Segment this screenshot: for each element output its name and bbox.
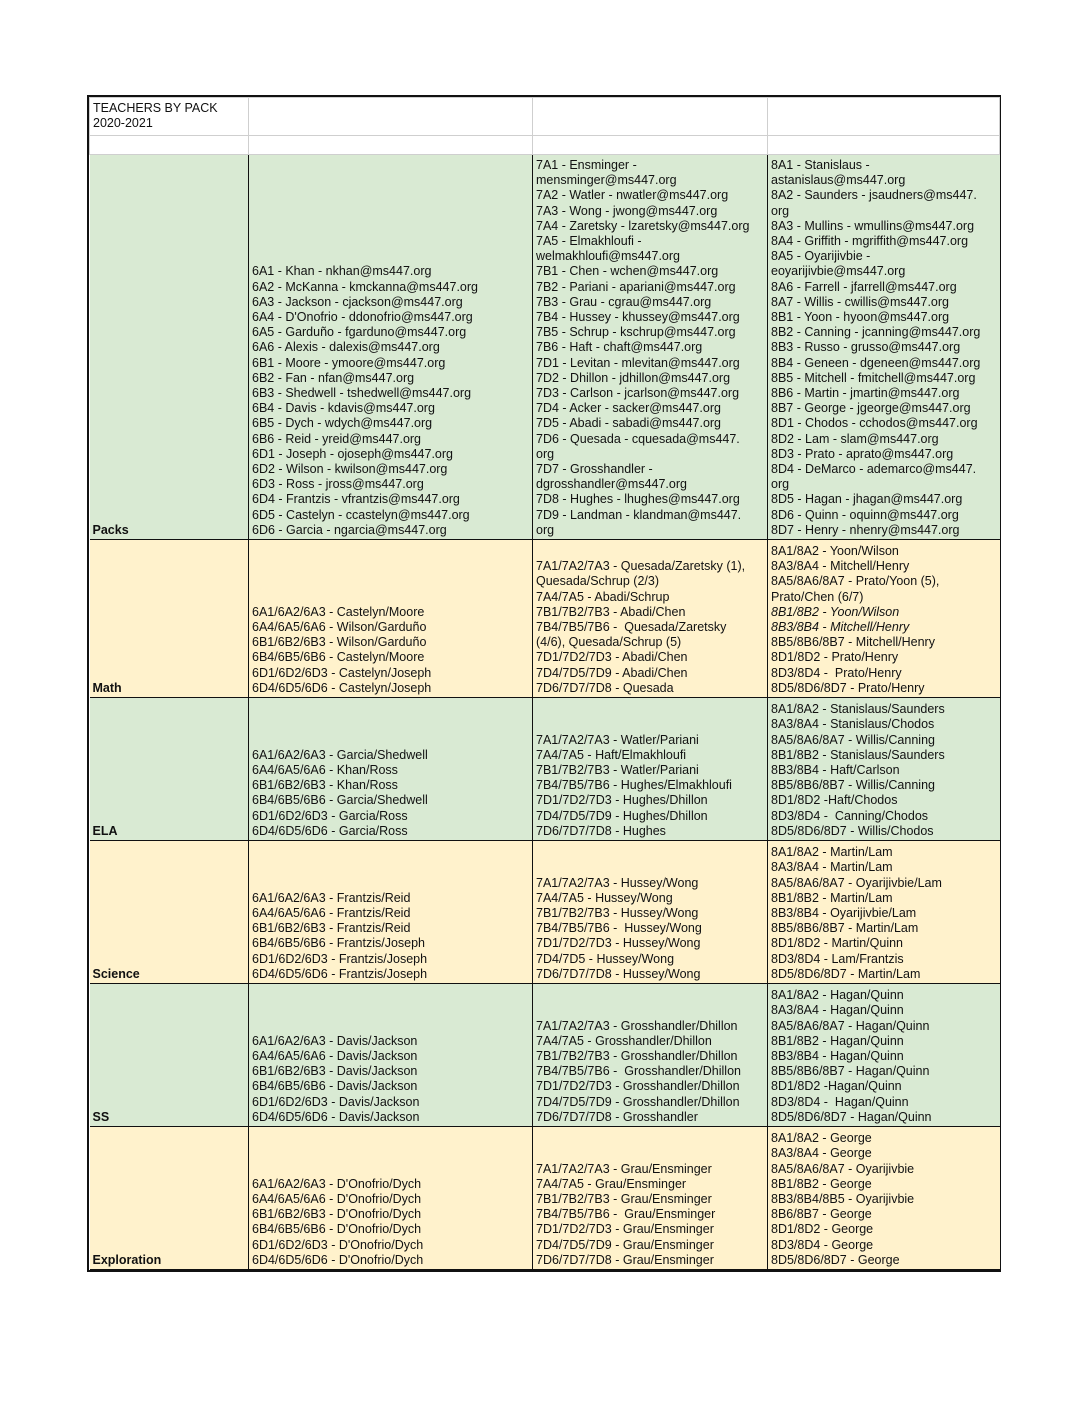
cell-line: mensminger@ms447.org	[536, 173, 677, 188]
cell-line: 7D7 - Grosshandler -	[536, 461, 653, 476]
cell-line: 7B4/7B5/7B6 - Hughes/Elmakhloufi	[536, 778, 732, 793]
section-row-math	[90, 540, 1000, 698]
cell-line: 6B1/6B2/6B3 - Davis/Jackson	[252, 1064, 418, 1079]
cell-line: 6B2 - Fan - nfan@ms447.org	[252, 370, 415, 385]
section-row-ela	[90, 698, 1000, 841]
cell-line: 7B1/7B2/7B3 - Abadi/Chen	[536, 604, 686, 619]
cell-line: 7A3 - Wong - jwong@ms447.org	[536, 203, 718, 218]
cell-line: 6D4 - Frantzis - vfrantzis@ms447.org	[252, 492, 460, 507]
cell-line: astanislaus@ms447.org	[771, 173, 906, 188]
cell-line: 8B3/8B4 - Haft/Carlson	[771, 762, 900, 777]
cell-line: 7A1/7A2/7A3 - Watler/Pariani	[536, 732, 699, 747]
cell-line: 7D1/7D2/7D3 - Abadi/Chen	[536, 650, 688, 665]
cell-line: 8A5/8A6/8A7 - Hagan/Quinn	[771, 1018, 930, 1033]
cell-line: 8A5/8A6/8A7 - Willis/Canning	[771, 732, 935, 747]
cell-line: 8B3 - Russo - grusso@ms447.org	[771, 340, 961, 355]
grade-8-cell[interactable]	[768, 540, 1000, 698]
cell-line: 8B3/8B4/8B5 - Oyarijivbie	[771, 1191, 915, 1206]
cell-line: 6A4/6A5/6A6 - Wilson/Garduño	[252, 619, 427, 634]
sheet-title: TEACHERS BY PACK	[93, 101, 218, 115]
cell-line: 7B1/7B2/7B3 - Grosshandler/Dhillon	[536, 1048, 738, 1063]
section-label[interactable]: SS	[90, 984, 249, 1127]
cell-line: 7D6/7D7/7D8 - Quesada	[536, 680, 674, 695]
cell-line: 6A3 - Jackson - cjackson@ms447.org	[252, 294, 463, 309]
cell-line: 8D1 - Chodos - cchodos@ms447.org	[771, 416, 978, 431]
cell-line: 7D4/7D5/7D9 - Grau/Ensminger	[536, 1237, 714, 1252]
cell-line: org	[536, 522, 555, 537]
cell-line: 7A4/7A5 - Grosshandler/Dhillon	[536, 1033, 712, 1048]
cell-line: 7B1/7B2/7B3 - Grau/Ensminger	[536, 1191, 712, 1206]
cell-line: 8A1/8A2 - Yoon/Wilson	[771, 543, 899, 558]
cell-line: 6A4/6A5/6A6 - D'Onofrio/Dych	[252, 1191, 422, 1206]
cell-line: 6D5 - Castelyn - ccastelyn@ms447.org	[252, 507, 470, 522]
cell-line: 6A2 - McKanna - kmckanna@ms447.org	[252, 279, 478, 294]
cell-line: 8D5/8D6/8D7 - Prato/Henry	[771, 680, 925, 695]
cell-line: org	[536, 446, 555, 461]
cell-line: 7D4 - Acker - sacker@ms447.org	[536, 401, 721, 416]
grade-8-cell[interactable]	[768, 984, 1000, 1127]
cell-line: 8D1/8D2 - Prato/Henry	[771, 650, 899, 665]
grade-6-cell[interactable]	[249, 984, 533, 1127]
cell-line: 8B1/8B2 - Stanislaus/Saunders	[771, 747, 945, 762]
cell-line: Prato/Chen (6/7)	[771, 589, 864, 604]
cell-line: 6B4/6B5/6B6 - D'Onofrio/Dych	[252, 1222, 422, 1237]
cell-line: 8D5/8D6/8D7 - Hagan/Quinn	[771, 1109, 932, 1124]
grade-8-cell[interactable]	[768, 1127, 1000, 1270]
empty-cell[interactable]	[533, 136, 768, 155]
cell-line: 6A6 - Alexis - dalexis@ms447.org	[252, 340, 440, 355]
cell-line: 7D6/7D7/7D8 - Hussey/Wong	[536, 966, 701, 981]
blank-row	[90, 136, 1000, 155]
cell-line: 8D3/8D4 - Lam/Frantzis	[771, 951, 904, 966]
cell-line: 8D5/8D6/8D7 - Willis/Chodos	[771, 823, 934, 838]
cell-line: 6A1 - Khan - nkhan@ms447.org	[252, 264, 432, 279]
cell-line: 8B1/8B2 - Yoon/Wilson	[771, 604, 900, 619]
cell-line: 6D4/6D5/6D6 - Castelyn/Joseph	[252, 680, 432, 695]
cell-line: 8D3/8D4 - Hagan/Quinn	[771, 1094, 909, 1109]
cell-line: 7A1 - Ensminger -	[536, 157, 637, 172]
section-rows	[90, 155, 1000, 1270]
cell-line: 6A1/6A2/6A3 - Frantzis/Reid	[252, 890, 411, 905]
cell-line: 8A3 - Mullins - wmullins@ms447.org	[771, 218, 975, 233]
cell-line: 6D4/6D5/6D6 - Davis/Jackson	[252, 1109, 420, 1124]
cell-line: 6B5 - Dych - wdych@ms447.org	[252, 416, 433, 431]
cell-line: 8A5/8A6/8A7 - Oyarijivbie/Lam	[771, 875, 942, 890]
cell-line: 7D4/7D5 - Hussey/Wong	[536, 951, 675, 966]
cell-line: 7B4/7B5/7B6 - Quesada/Zaretsky	[536, 619, 727, 634]
cell-line: 7D8 - Hughes - lhughes@ms447.org	[536, 492, 740, 507]
cell-line: 8D1/8D2 - Martin/Quinn	[771, 936, 904, 951]
cell-line: 6D4/6D5/6D6 - D'Onofrio/Dych	[252, 1252, 424, 1267]
cell-line: 8B3/8B4 - Oyarijivbie/Lam	[771, 905, 917, 920]
pack-table	[89, 97, 1000, 1270]
grade-8-cell[interactable]	[768, 841, 1000, 984]
grade-6-cell[interactable]	[249, 155, 533, 540]
cell-line: 8A3/8A4 - Stanislaus/Chodos	[771, 717, 935, 732]
cell-line: 8A5/8A6/8A7 - Prato/Yoon (5),	[771, 574, 940, 589]
cell-line: 7A1/7A2/7A3 - Quesada/Zaretsky (1),	[536, 559, 746, 574]
school-year: 2020-2021	[93, 116, 153, 131]
cell-line: dgrosshandler@ms447.org	[536, 477, 687, 492]
cell-line: 8A6 - Farrell - jfarrell@ms447.org	[771, 279, 957, 294]
cell-line: 8B3/8B4 - Hagan/Quinn	[771, 1048, 904, 1063]
cell-line: 8A3/8A4 - George	[771, 1146, 872, 1161]
cell-line: 6D1/6D2/6D3 - Davis/Jackson	[252, 1094, 420, 1109]
cell-line: 6D1/6D2/6D3 - Castelyn/Joseph	[252, 665, 432, 680]
section-label[interactable]: Science	[90, 841, 249, 984]
cell-line: 6A4/6A5/6A6 - Frantzis/Reid	[252, 905, 411, 920]
cell-line: 7D1/7D2/7D3 - Hughes/Dhillon	[536, 793, 708, 808]
grade-7-cell[interactable]	[533, 698, 768, 841]
cell-line: eoyarijivbie@ms447.org	[771, 264, 906, 279]
cell-line: 7B4 - Hussey - khussey@ms447.org	[536, 309, 740, 324]
cell-line: 8D5/8D6/8D7 - George	[771, 1252, 900, 1267]
cell-line: 8B1/8B2 - Hagan/Quinn	[771, 1033, 904, 1048]
cell-line: 8A3/8A4 - Mitchell/Henry	[771, 559, 910, 574]
cell-line: 7D6 - Quesada - cquesada@ms447.	[536, 431, 740, 446]
cell-line: 7D9 - Landman - klandman@ms447.	[536, 507, 742, 522]
cell-line: 8B2 - Canning - jcanning@ms447.org	[771, 325, 981, 340]
cell-line: 8D5/8D6/8D7 - Martin/Lam	[771, 966, 921, 981]
cell-line: 7B4/7B5/7B6 - Grosshandler/Dhillon	[536, 1064, 741, 1079]
grade-6-cell[interactable]	[249, 698, 533, 841]
cell-line: 6D2 - Wilson - kwilson@ms447.org	[252, 461, 448, 476]
cell-line: 7B6 - Haft - chaft@ms447.org	[536, 340, 703, 355]
cell-line: 6A5 - Garduño - fgarduno@ms447.org	[252, 325, 467, 340]
cell-line: 6D1/6D2/6D3 - Garcia/Ross	[252, 808, 408, 823]
cell-line: 7A4/7A5 - Hussey/Wong	[536, 890, 673, 905]
grade-7-cell[interactable]	[533, 1127, 768, 1270]
cell-line: 8D7 - Henry - nhenry@ms447.org	[771, 522, 960, 537]
section-label[interactable]: Exploration	[90, 1127, 249, 1270]
section-row-ss	[90, 984, 1000, 1127]
section-row-exploration	[90, 1127, 1000, 1270]
cell-line: 7D4/7D5/7D9 - Hughes/Dhillon	[536, 808, 708, 823]
cell-line: 6D3 - Ross - jross@ms447.org	[252, 477, 424, 492]
cell-line: 8B1 - Yoon - hyoon@ms447.org	[771, 309, 950, 324]
cell-line: 7A1/7A2/7A3 - Grosshandler/Dhillon	[536, 1018, 738, 1033]
cell-line: welmakhloufi@ms447.org	[536, 249, 681, 264]
cell-line: 8D4 - DeMarco - ademarco@ms447.	[771, 461, 977, 476]
cell-line: 7B5 - Schrup - kschrup@ms447.org	[536, 325, 736, 340]
cell-line: 6D6 - Garcia - ngarcia@ms447.org	[252, 522, 447, 537]
grade-7-cell[interactable]	[533, 841, 768, 984]
cell-line: 6A1/6A2/6A3 - Castelyn/Moore	[252, 604, 425, 619]
cell-line: 6B1/6B2/6B3 - Wilson/Garduño	[252, 635, 427, 650]
cell-line: 6B4/6B5/6B6 - Castelyn/Moore	[252, 650, 425, 665]
cell-line: 7B2 - Pariani - apariani@ms447.org	[536, 279, 736, 294]
cell-line: 6A4/6A5/6A6 - Davis/Jackson	[252, 1048, 418, 1063]
cell-line: 8B5/8B6/8B7 - Hagan/Quinn	[771, 1064, 930, 1079]
cell-line: 8A1 - Stanislaus -	[771, 157, 870, 172]
cell-line: 6D1/6D2/6D3 - Frantzis/Joseph	[252, 951, 428, 966]
cell-line: 8D1/8D2 - George	[771, 1222, 874, 1237]
cell-line: 8B5/8B6/8B7 - Willis/Canning	[771, 778, 935, 793]
cell-line: 7B4/7B5/7B6 - Hussey/Wong	[536, 921, 702, 936]
cell-line: 8B1/8B2 - Martin/Lam	[771, 890, 893, 905]
cell-line: 7D3 - Carlson - jcarlson@ms447.org	[536, 385, 740, 400]
grade-6-cell[interactable]	[249, 1127, 533, 1270]
cell-line: 6D4/6D5/6D6 - Garcia/Ross	[252, 823, 408, 838]
empty-cell[interactable]	[90, 136, 249, 155]
cell-line: 8A7 - Willis - cwillis@ms447.org	[771, 294, 949, 309]
cell-line: 7D6/7D7/7D8 - Grau/Ensminger	[536, 1252, 714, 1267]
grade-6-cell[interactable]	[249, 540, 533, 698]
cell-line: 8B5 - Mitchell - fmitchell@ms447.org	[771, 370, 976, 385]
grade-7-cell[interactable]	[533, 155, 768, 540]
cell-line: 6A1/6A2/6A3 - Davis/Jackson	[252, 1033, 418, 1048]
empty-cell[interactable]	[533, 98, 768, 136]
cell-line: 6B4/6B5/6B6 - Davis/Jackson	[252, 1079, 418, 1094]
empty-cell[interactable]	[249, 98, 533, 136]
cell-line: 6B4/6B5/6B6 - Frantzis/Joseph	[252, 936, 426, 951]
cell-line: 6D4/6D5/6D6 - Frantzis/Joseph	[252, 966, 428, 981]
grade-7-cell[interactable]	[533, 540, 768, 698]
cell-line: 8A1/8A2 - Hagan/Quinn	[771, 988, 904, 1003]
cell-line: 8D3/8D4 - Prato/Henry	[771, 665, 902, 680]
cell-line: 8B4 - Geneen - dgeneen@ms447.org	[771, 355, 981, 370]
empty-cell[interactable]	[768, 98, 1000, 136]
cell-line: 8D5 - Hagan - jhagan@ms447.org	[771, 492, 963, 507]
title-cell[interactable]	[90, 98, 249, 136]
cell-line: 7D2 - Dhillon - jdhillon@ms447.org	[536, 370, 731, 385]
cell-line: 8D3/8D4 - Canning/Chodos	[771, 808, 929, 823]
cell-line: 6B3 - Shedwell - tshedwell@ms447.org	[252, 385, 472, 400]
cell-line: 8B5/8B6/8B7 - Martin/Lam	[771, 921, 919, 936]
cell-line: 8B5/8B6/8B7 - Mitchell/Henry	[771, 635, 935, 650]
cell-line: 7D6/7D7/7D8 - Grosshandler	[536, 1109, 698, 1124]
cell-line: 8B7 - George - jgeorge@ms447.org	[771, 401, 971, 416]
cell-line: org	[771, 477, 790, 492]
cell-line: 6B1/6B2/6B3 - Frantzis/Reid	[252, 921, 411, 936]
cell-line: 8A5 - Oyarijivbie -	[771, 249, 871, 264]
cell-line: 7A4/7A5 - Grau/Ensminger	[536, 1176, 687, 1191]
cell-line: 8B1/8B2 - George	[771, 1176, 872, 1191]
cell-line: 8D1/8D2 -Hagan/Quinn	[771, 1079, 902, 1094]
cell-line: 7D1 - Levitan - mlevitan@ms447.org	[536, 355, 740, 370]
cell-line: 6A1/6A2/6A3 - D'Onofrio/Dych	[252, 1176, 422, 1191]
cell-line: 7D4/7D5/7D9 - Abadi/Chen	[536, 665, 688, 680]
cell-line: 7D1/7D2/7D3 - Hussey/Wong	[536, 936, 701, 951]
grade-8-cell[interactable]	[768, 698, 1000, 841]
cell-line: 7D5 - Abadi - sabadi@ms447.org	[536, 416, 722, 431]
empty-cell[interactable]	[768, 136, 1000, 155]
cell-line: 7A4/7A5 - Abadi/Schrup	[536, 589, 670, 604]
cell-line: 8A3/8A4 - Martin/Lam	[771, 860, 893, 875]
cell-line: 6B4/6B5/6B6 - Garcia/Shedwell	[252, 793, 428, 808]
cell-line: 8B6/8B7 - George	[771, 1207, 872, 1222]
cell-line: 8A3/8A4 - Hagan/Quinn	[771, 1003, 904, 1018]
cell-line: 7A5 - Elmakhloufi -	[536, 233, 642, 248]
cell-line: 7A4 - Zaretsky - lzaretsky@ms447.org	[536, 218, 750, 233]
cell-line: 8B3/8B4 - Mitchell/Henry	[771, 619, 910, 634]
cell-line: 6B1 - Moore - ymoore@ms447.org	[252, 355, 446, 370]
grade-8-cell[interactable]	[768, 155, 1000, 540]
cell-line: (4/6), Quesada/Schrup (5)	[536, 635, 682, 650]
section-label[interactable]: ELA	[90, 698, 249, 841]
cell-line: 7B1/7B2/7B3 - Hussey/Wong	[536, 905, 699, 920]
cell-line: 8D3/8D4 - George	[771, 1237, 874, 1252]
cell-line: 6A1/6A2/6A3 - Garcia/Shedwell	[252, 747, 428, 762]
grade-7-cell[interactable]	[533, 984, 768, 1127]
cell-line: 6D1/6D2/6D3 - D'Onofrio/Dych	[252, 1237, 424, 1252]
cell-line: 8B6 - Martin - jmartin@ms447.org	[771, 385, 960, 400]
cell-line: 7B3 - Grau - cgrau@ms447.org	[536, 294, 712, 309]
cell-line: 6B1/6B2/6B3 - D'Onofrio/Dych	[252, 1207, 422, 1222]
cell-line: 7A1/7A2/7A3 - Hussey/Wong	[536, 875, 699, 890]
cell-line: 6B1/6B2/6B3 - Khan/Ross	[252, 778, 398, 793]
cell-line: 8A1/8A2 - Stanislaus/Saunders	[771, 702, 945, 717]
empty-cell[interactable]	[249, 136, 533, 155]
cell-line: 7D1/7D2/7D3 - Grau/Ensminger	[536, 1222, 714, 1237]
cell-line: 7A1/7A2/7A3 - Grau/Ensminger	[536, 1161, 712, 1176]
cell-line: 7A2 - Watler - nwatler@ms447.org	[536, 188, 729, 203]
cell-line: 8D6 - Quinn - oquinn@ms447.org	[771, 507, 959, 522]
cell-line: 8D3 - Prato - aprato@ms447.org	[771, 446, 954, 461]
cell-line: 6A4/6A5/6A6 - Khan/Ross	[252, 762, 398, 777]
cell-line: org	[771, 203, 790, 218]
section-label[interactable]: Math	[90, 540, 249, 698]
section-row-packs	[90, 155, 1000, 540]
cell-line: 7D4/7D5/7D9 - Grosshandler/Dhillon	[536, 1094, 740, 1109]
cell-line: 7B1/7B2/7B3 - Watler/Pariani	[536, 762, 699, 777]
cell-line: 7D6/7D7/7D8 - Hughes	[536, 823, 666, 838]
cell-line: 6B4 - Davis - kdavis@ms447.org	[252, 401, 435, 416]
cell-line: 8A2 - Saunders - jsaudners@ms447.	[771, 188, 977, 203]
cell-line: 8D1/8D2 -Haft/Chodos	[771, 793, 898, 808]
cell-line: 8A1/8A2 - George	[771, 1131, 872, 1146]
cell-line: Quesada/Schrup (2/3)	[536, 574, 659, 589]
cell-line: 6D1 - Joseph - ojoseph@ms447.org	[252, 446, 453, 461]
cell-line: 6B6 - Reid - yreid@ms447.org	[252, 431, 422, 446]
grade-6-cell[interactable]	[249, 841, 533, 984]
section-label[interactable]: Packs	[90, 155, 249, 540]
teachers-by-pack-sheet	[87, 95, 1001, 1272]
cell-line: 8A5/8A6/8A7 - Oyarijivbie	[771, 1161, 915, 1176]
cell-line: 8A4 - Griffith - mgriffith@ms447.org	[771, 233, 969, 248]
section-row-science	[90, 841, 1000, 984]
cell-line: 7D1/7D2/7D3 - Grosshandler/Dhillon	[536, 1079, 740, 1094]
title-row	[90, 98, 1000, 136]
cell-line: 7B1 - Chen - wchen@ms447.org	[536, 264, 719, 279]
cell-line: 6A4 - D'Onofrio - ddonofrio@ms447.org	[252, 309, 473, 324]
cell-line: 8A1/8A2 - Martin/Lam	[771, 845, 893, 860]
cell-line: 7A4/7A5 - Haft/Elmakhloufi	[536, 747, 687, 762]
cell-line: 8D2 - Lam - slam@ms447.org	[771, 431, 939, 446]
cell-line: 7B4/7B5/7B6 - Grau/Ensminger	[536, 1207, 716, 1222]
